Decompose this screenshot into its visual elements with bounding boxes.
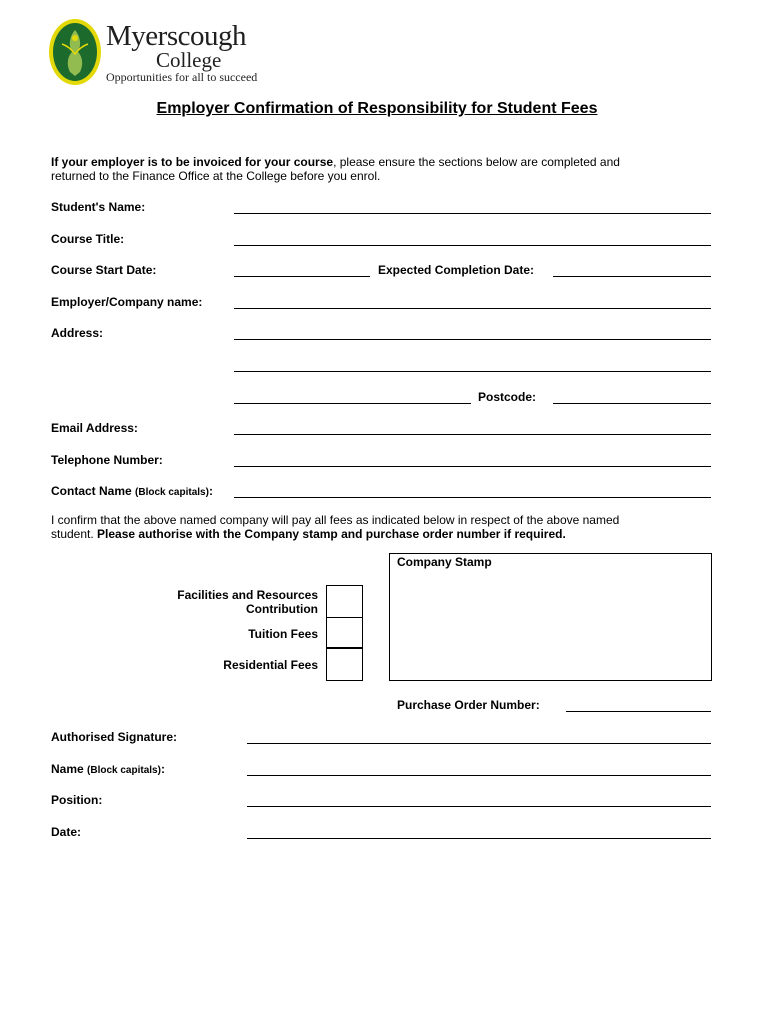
signatory-name-note: (Block capitals) — [87, 765, 161, 776]
tuition-fees-label: Tuition Fees — [248, 627, 318, 641]
intro-paragraph — [51, 155, 731, 183]
logo-name-line2: College — [156, 48, 222, 72]
residential-fees-label: Residential Fees — [223, 658, 318, 672]
employer-name-label: Employer/Company name: — [51, 295, 203, 309]
contact-name-colon: : — [208, 484, 213, 498]
expected-completion-date-label: Expected Completion Date: — [378, 263, 535, 277]
signatory-name-colon: : — [160, 762, 165, 776]
date-label: Date: — [51, 825, 82, 839]
purchase-order-label: Purchase Order Number: — [397, 698, 540, 712]
authorised-signature-label: Authorised Signature: — [51, 730, 178, 744]
signatory-name-field[interactable] — [247, 775, 711, 776]
contact-name-field[interactable] — [234, 497, 711, 498]
course-start-date-label: Course Start Date: — [51, 263, 157, 277]
residential-fee-box[interactable] — [326, 648, 363, 681]
intro-rest: , please ensure the sections below are completed and — [333, 155, 620, 169]
address-field-line1[interactable] — [234, 339, 711, 340]
address-field-line3[interactable] — [234, 403, 471, 404]
signatory-name-label — [51, 762, 165, 776]
position-label: Position: — [51, 793, 103, 807]
facilities-label-line1: Facilities and Resources — [177, 588, 318, 602]
email-field[interactable] — [234, 434, 711, 435]
logo-tagline: Opportunities for all to succeed — [106, 70, 258, 84]
telephone-field[interactable] — [234, 466, 711, 467]
expected-completion-date-field[interactable] — [553, 276, 711, 277]
telephone-label: Telephone Number: — [51, 453, 163, 467]
purchase-order-field[interactable] — [566, 711, 711, 712]
confirm-line2-plain: student. — [51, 527, 98, 541]
date-field[interactable] — [247, 838, 711, 839]
intro-line2: returned to the Finance Office at the College before you enrol. — [51, 169, 381, 183]
page-title: Employer Confirmation of Responsibility for Student Fees — [156, 100, 598, 117]
position-field[interactable] — [247, 806, 711, 807]
course-title-field[interactable] — [234, 245, 711, 246]
course-title-label: Course Title: — [51, 232, 125, 246]
contact-name-text: Contact Name — [51, 484, 132, 498]
contact-name-note: (Block capitals) — [135, 487, 209, 498]
postcode-label: Postcode: — [478, 390, 537, 404]
college-logo — [48, 18, 270, 86]
contact-name-label — [51, 484, 213, 498]
logo-name-line1: Myerscough — [106, 20, 246, 52]
confirm-paragraph — [51, 513, 741, 541]
postcode-field[interactable] — [553, 403, 711, 404]
tuition-fee-box[interactable] — [326, 616, 363, 648]
student-name-label: Student's Name: — [51, 200, 146, 214]
address-label: Address: — [51, 326, 104, 340]
student-name-field[interactable] — [234, 213, 711, 214]
confirm-line2-bold: Please authorise with the Company stamp and purchase order number if required. — [97, 527, 566, 541]
confirm-line1: I confirm that the above named company will pay all fees as indicated below in respect of the above named — [51, 513, 620, 527]
intro-bold: If your employer is to be invoiced for your course — [51, 155, 334, 169]
facilities-label — [140, 588, 318, 616]
facilities-label-line2: Contribution — [246, 602, 318, 616]
signatory-name-text: Name — [51, 762, 84, 776]
address-field-line2[interactable] — [234, 371, 711, 372]
company-stamp-box[interactable] — [389, 553, 712, 681]
email-label: Email Address: — [51, 421, 138, 435]
authorised-signature-field[interactable] — [247, 743, 711, 744]
facilities-fee-box[interactable] — [326, 585, 363, 618]
company-stamp-label: Company Stamp — [397, 555, 492, 569]
logo-shield-icon — [48, 18, 102, 86]
course-start-date-field[interactable] — [234, 276, 370, 277]
employer-name-field[interactable] — [234, 308, 711, 309]
